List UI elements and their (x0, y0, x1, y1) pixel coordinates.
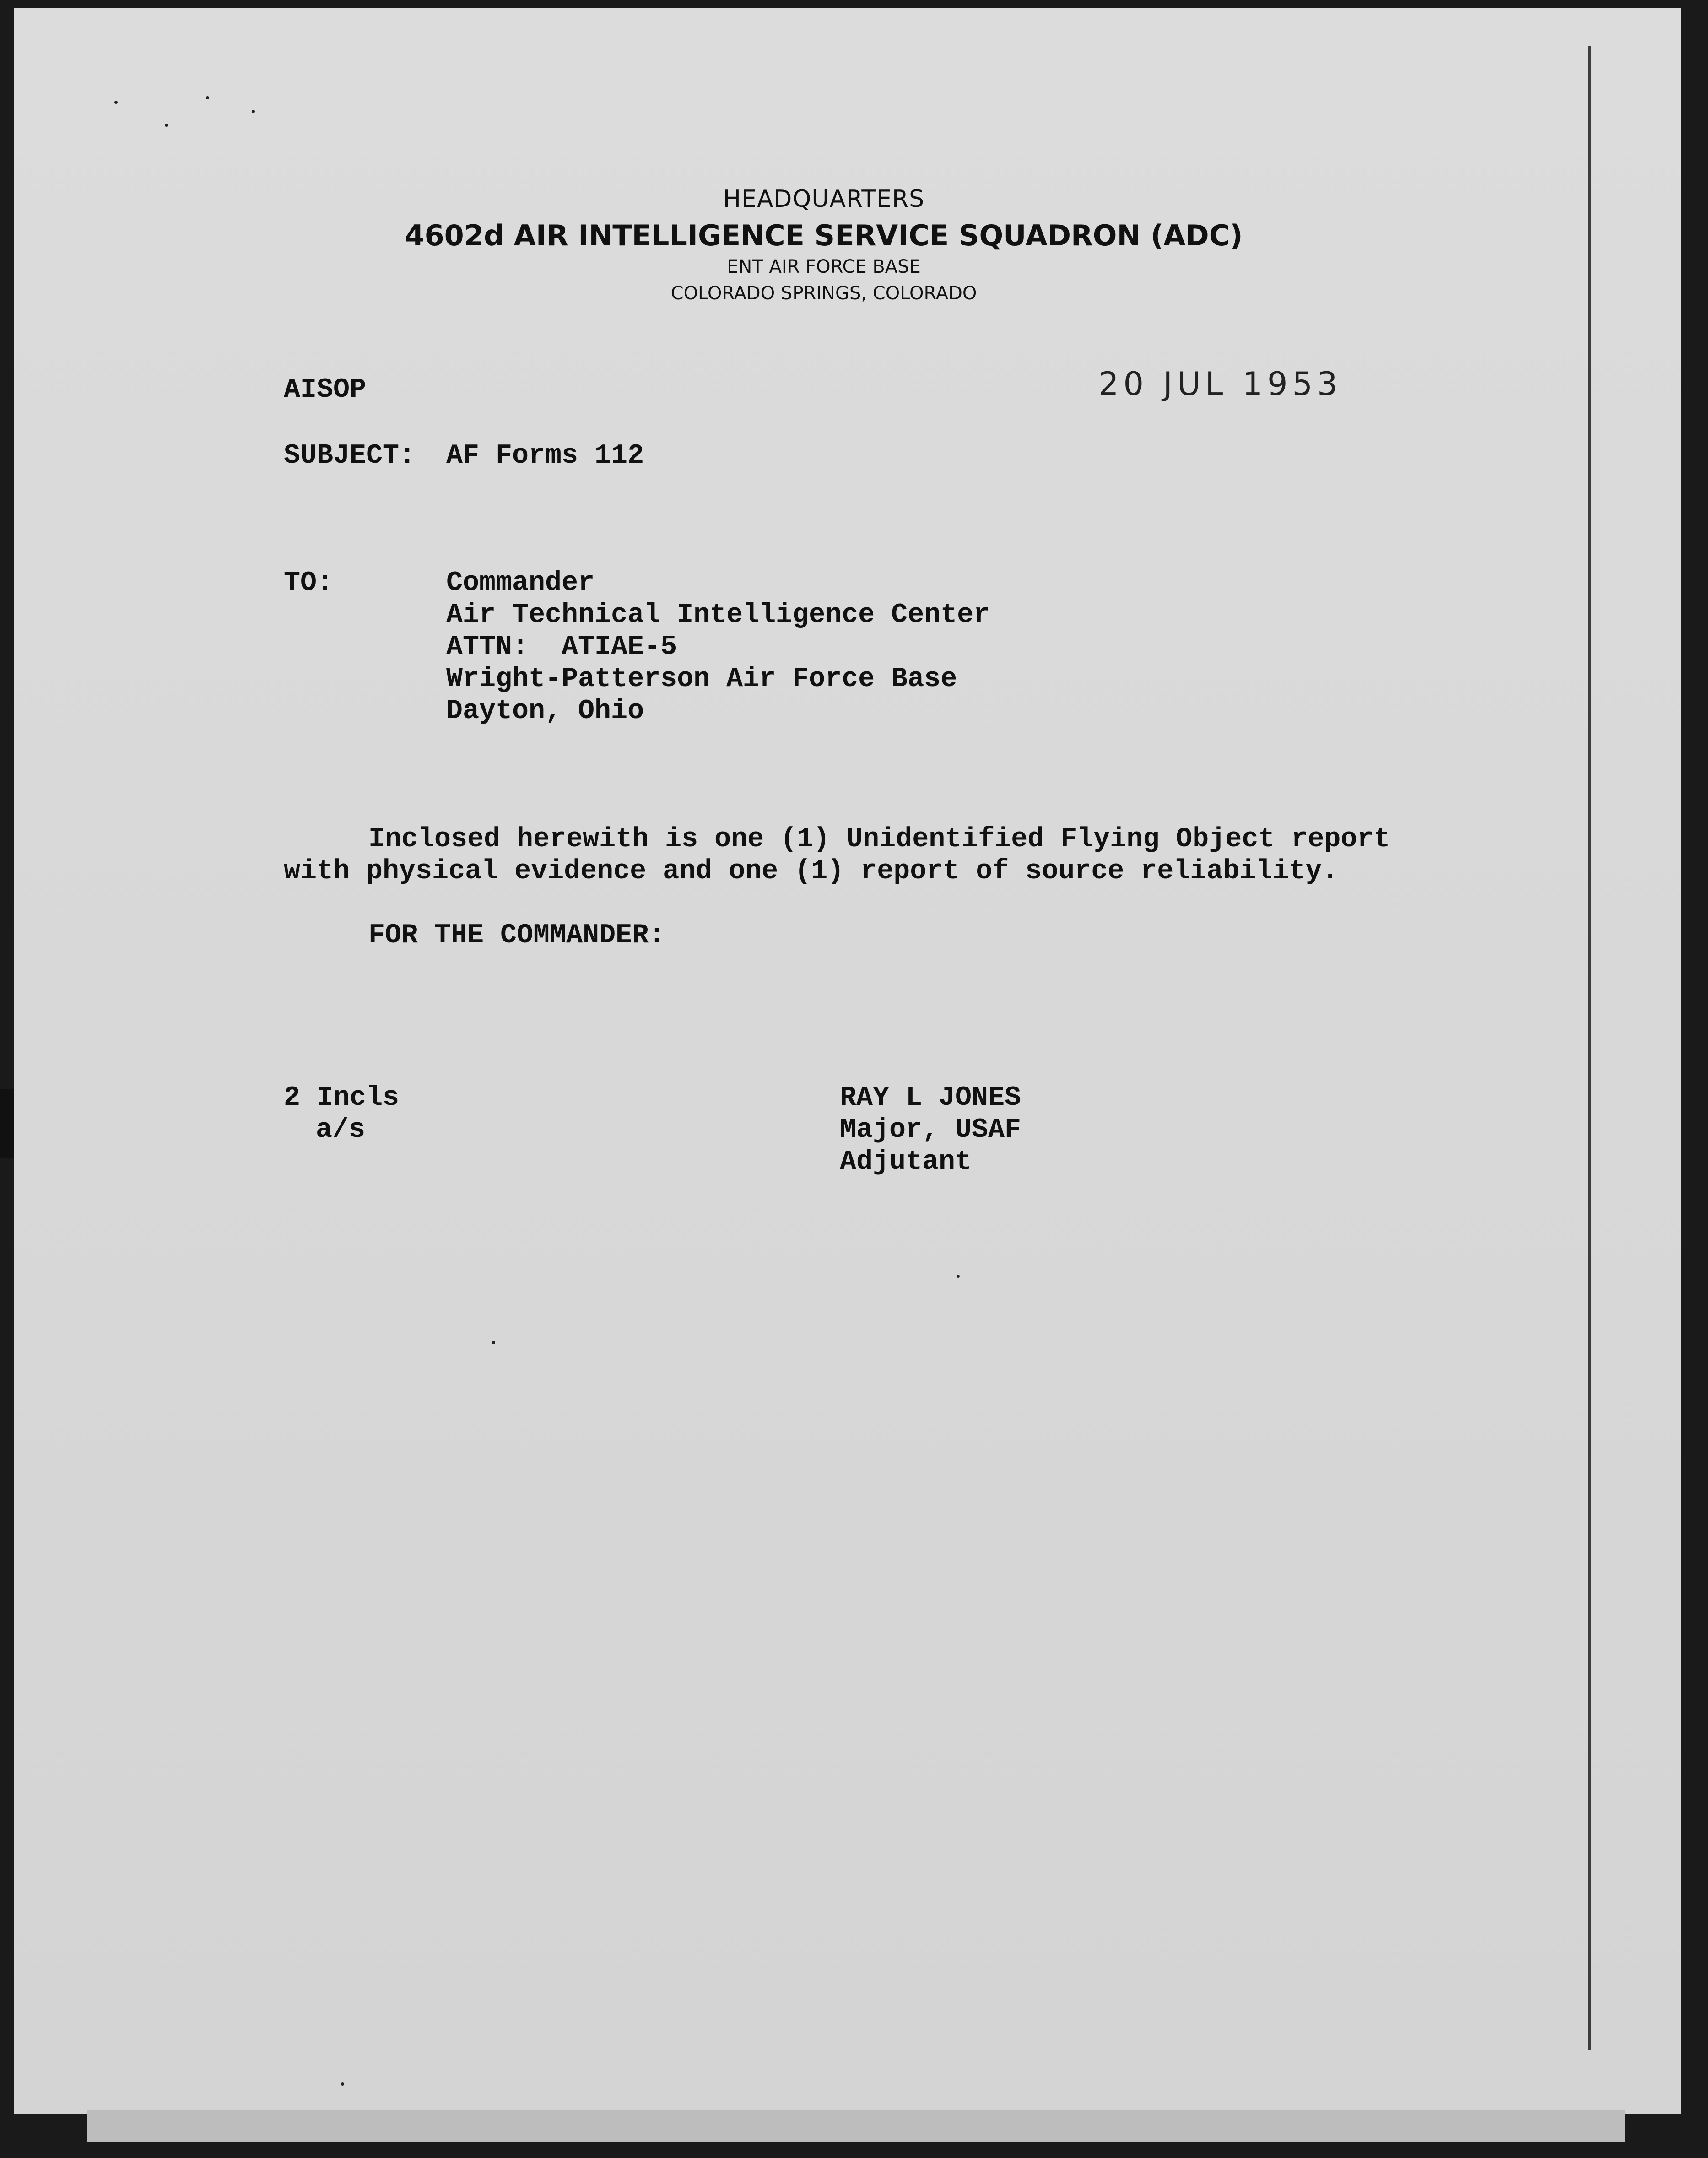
body-line-2: with physical evidence and one (1) report of source reliability. (284, 856, 1339, 887)
inclosures-count: 2 Incls (284, 1082, 400, 1114)
to-label: TO: (284, 568, 334, 599)
scan-speck (341, 2082, 344, 2086)
scan-speck (492, 1341, 495, 1344)
signature-rank: Major, USAF (840, 1114, 1022, 1146)
letterhead-headquarters: HEADQUARTERS (723, 185, 925, 213)
scan-speck (252, 110, 255, 113)
body-line-1: Inclosed herewith is one (1) Unidentified Flying Object report (368, 824, 1390, 855)
scan-speck (957, 1275, 960, 1278)
signature-title: Adjutant (840, 1147, 972, 1178)
to-line-center: Air Technical Intelligence Center (446, 600, 990, 631)
to-line-attn: ATTN: ATIAE-5 (446, 632, 677, 663)
subject-label: SUBJECT: (284, 440, 416, 471)
letterhead-city: COLORADO SPRINGS, COLORADO (670, 283, 977, 304)
date-stamp: 20 JUL 1953 (1098, 365, 1342, 403)
page-bottom-edge (87, 2110, 1625, 2142)
document-page (14, 8, 1681, 2114)
inclosures-note: a/s (316, 1114, 366, 1146)
scan-speck (165, 124, 168, 127)
page-fold-line (1588, 46, 1591, 2050)
signature-name: RAY L JONES (840, 1082, 1022, 1114)
office-symbol: AISOP (284, 374, 367, 406)
subject-value: AF Forms 112 (446, 440, 644, 471)
letterhead-base: ENT AIR FORCE BASE (727, 256, 921, 277)
to-line-commander: Commander (446, 568, 595, 599)
letterhead-unit: 4602d AIR INTELLIGENCE SERVICE SQUADRON (ADC) (405, 219, 1243, 252)
scan-speck (206, 96, 209, 99)
to-line-base: Wright-Patterson Air Force Base (446, 664, 957, 695)
to-line-city: Dayton, Ohio (446, 696, 644, 727)
binding-mark (0, 1089, 14, 1158)
scan-speck (114, 101, 118, 104)
closing-line: FOR THE COMMANDER: (368, 920, 665, 951)
